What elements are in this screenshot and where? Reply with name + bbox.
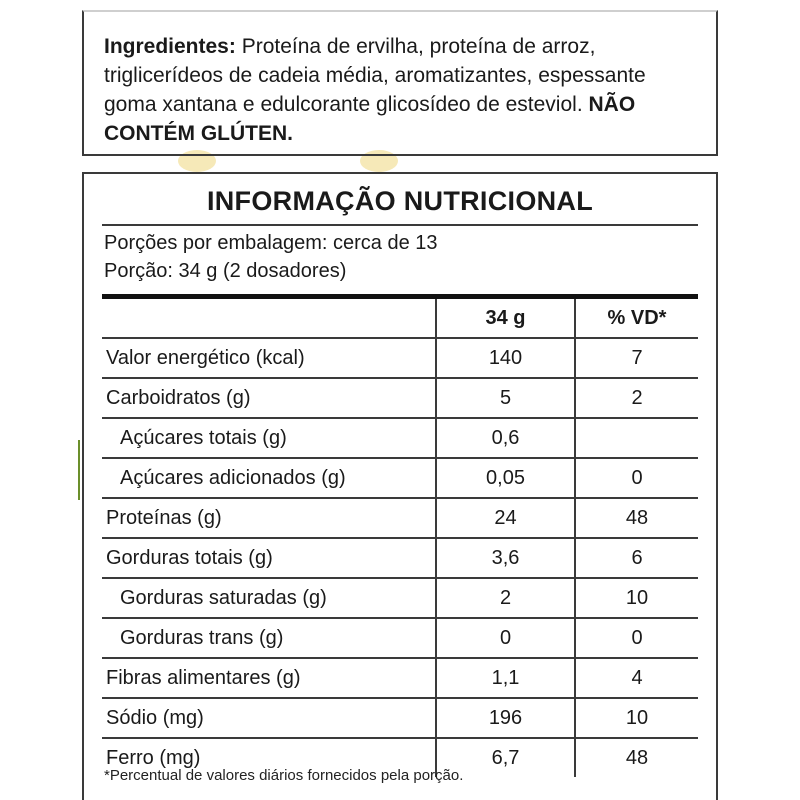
column-header-dv: % VD* — [575, 299, 698, 338]
nutrient-label: Gorduras saturadas (g) — [102, 578, 436, 618]
table-row — [102, 498, 698, 538]
title-divider — [102, 224, 698, 226]
dv-value: 0 — [575, 618, 698, 658]
dv-value: 48 — [575, 738, 698, 777]
table-row — [102, 338, 698, 378]
nutrition-facts-panel — [82, 172, 718, 800]
table-header-row — [102, 299, 698, 338]
amount-value: 6,7 — [436, 738, 575, 777]
nutrient-label: Ferro (mg) — [106, 746, 201, 769]
amount-value: 0,05 — [436, 458, 575, 498]
amount-value: 24 — [436, 498, 575, 538]
nutrient-label: Carboidratos (g) — [102, 378, 436, 418]
nutrition-table-body — [102, 338, 698, 777]
table-row — [102, 418, 698, 458]
table-row — [102, 458, 698, 498]
nutrient-label: Gorduras totais (g) — [102, 538, 436, 578]
amount-value: 5 — [436, 378, 575, 418]
nutrient-label: Fibras alimentares (g) — [102, 658, 436, 698]
nutrient-label: Açúcares adicionados (g) — [102, 458, 436, 498]
table-row — [102, 658, 698, 698]
dv-value: 7 — [575, 338, 698, 378]
nutrient-label: Açúcares totais (g) — [102, 418, 436, 458]
nutrient-label: Proteínas (g) — [102, 498, 436, 538]
dv-value — [575, 418, 698, 458]
nutrient-label: Gorduras trans (g) — [102, 618, 436, 658]
amount-value: 0,6 — [436, 418, 575, 458]
ingredients-text: Proteína de ervilha, proteína de arroz, triglicerídeos de cadeia média, aromatizantes, espessante goma xantana e edulcorante glicosídeo de esteviol. — [104, 35, 646, 116]
table-row — [102, 578, 698, 618]
dv-value: 10 — [575, 698, 698, 738]
dv-value: 10 — [575, 578, 698, 618]
amount-value: 140 — [436, 338, 575, 378]
amount-value: 3,6 — [436, 538, 575, 578]
serving-size: Porção: 34 g (2 dosadores) — [104, 260, 347, 282]
gluten-notice: NÃO CONTÉM GLÚTEN. — [104, 93, 636, 145]
servings-per-package: Porções por embalagem: cerca de 13 — [104, 232, 438, 254]
amount-value: 2 — [436, 578, 575, 618]
table-row — [102, 538, 698, 578]
nutrient-label: Valor energético (kcal) — [102, 338, 436, 378]
dv-value: 48 — [575, 498, 698, 538]
edge-mark — [78, 440, 80, 500]
nutrition-title: INFORMAÇÃO NUTRICIONAL — [206, 186, 594, 216]
column-header-nutrient — [102, 299, 436, 338]
ingredients-panel — [82, 10, 718, 156]
table-row — [102, 378, 698, 418]
dv-value: 6 — [575, 538, 698, 578]
column-header-amount: 34 g — [436, 299, 575, 338]
table-row — [102, 618, 698, 658]
dv-value: 4 — [575, 658, 698, 698]
dv-value: 0 — [575, 458, 698, 498]
table-row — [102, 698, 698, 738]
amount-value: 0 — [436, 618, 575, 658]
amount-value: 196 — [436, 698, 575, 738]
ingredients-label: Ingredientes: — [104, 35, 236, 58]
nutrient-label: Sódio (mg) — [102, 698, 436, 738]
dv-value: 2 — [575, 378, 698, 418]
footnote: *Percentual de valores diários fornecidos pela porção. — [104, 767, 464, 784]
amount-value: 1,1 — [436, 658, 575, 698]
nutrition-table — [102, 299, 698, 777]
